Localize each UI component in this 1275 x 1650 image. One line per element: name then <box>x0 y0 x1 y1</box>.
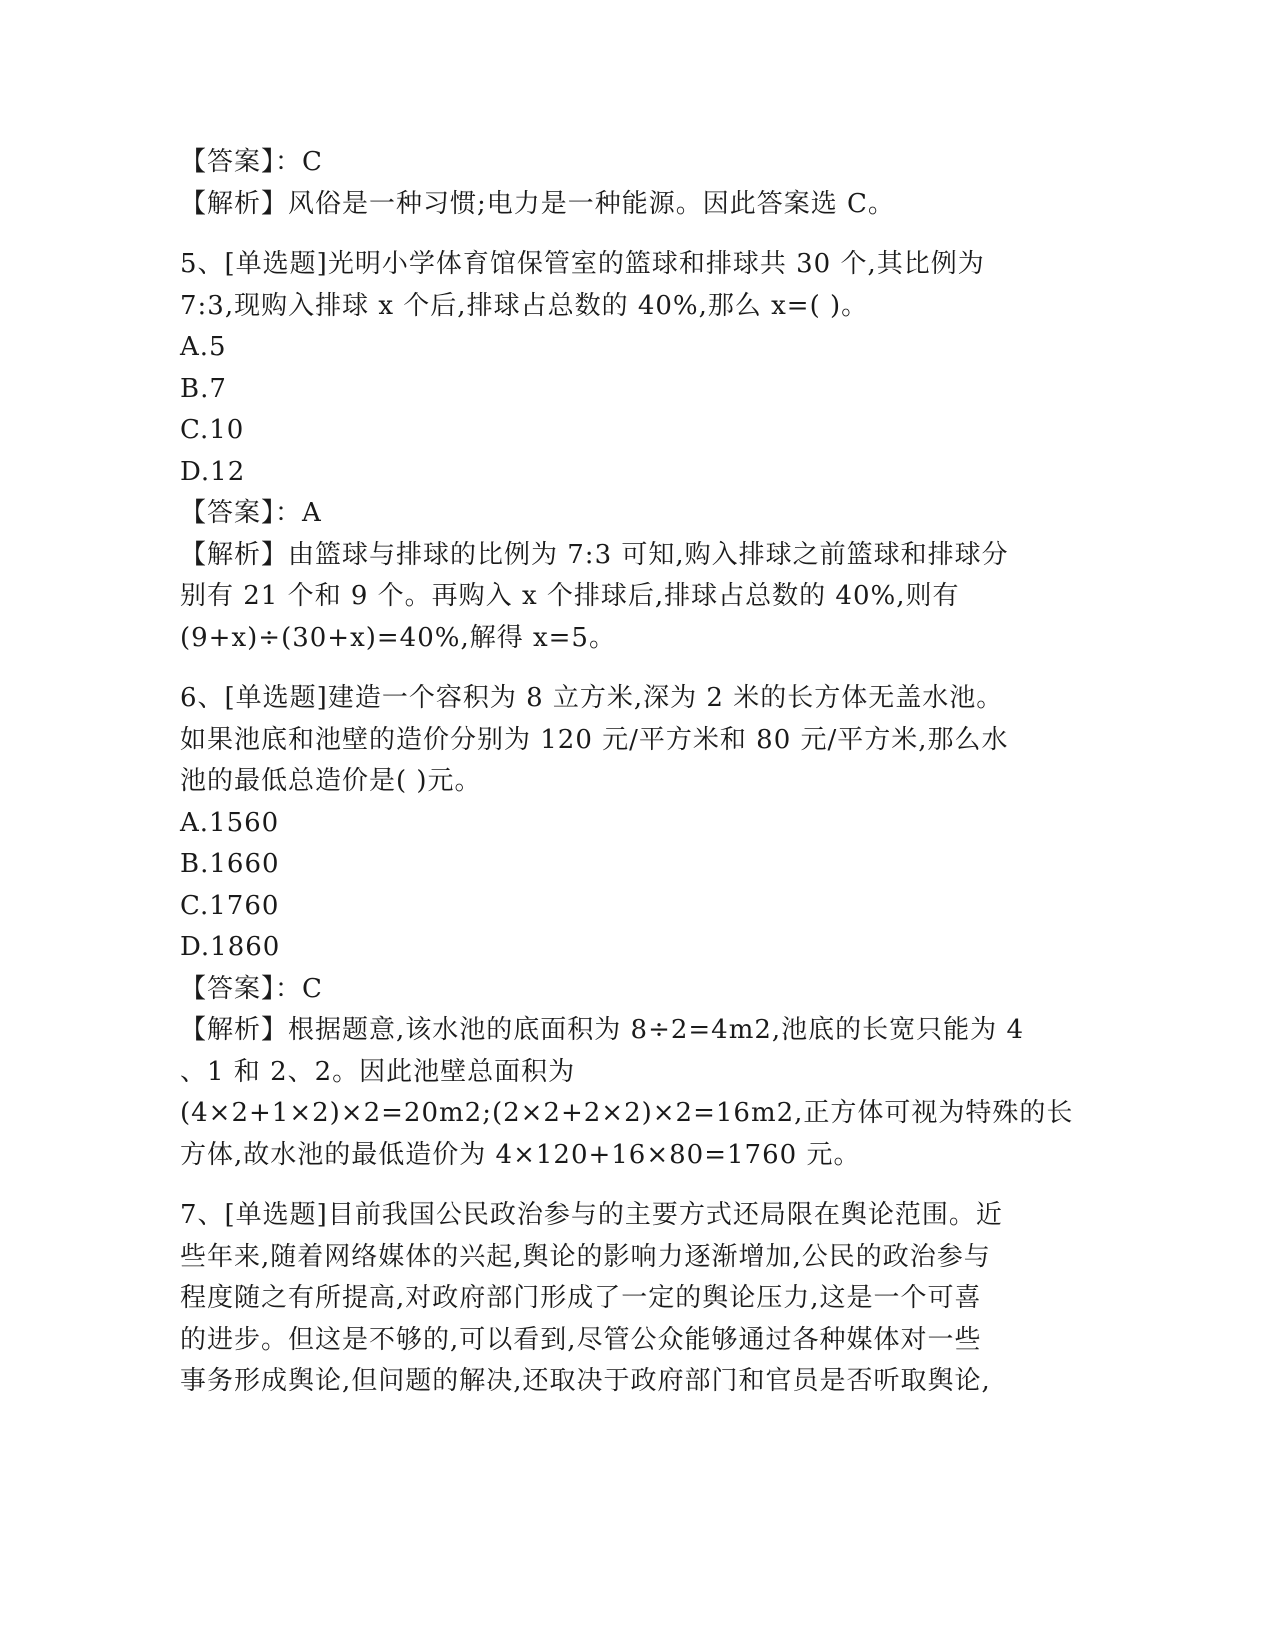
q6-option-c: C.1760 <box>180 890 280 921</box>
q5-stem-line: 5、[单选题]光明小学体育馆保管室的篮球和排球共 30 个,其比例为 <box>180 249 985 279</box>
q5-analysis-line: 【解析】由篮球与排球的比例为 7:3 可知,购入排球之前篮球和排球分 <box>180 539 1009 570</box>
q6-analysis-line: (4×2+1×2)×2=20m2;(2×2+2×2)×2=16m2,正方体可视为特殊的长 <box>180 1098 1074 1128</box>
q7-stem-line: 程度随之有所提高,对政府部门形成了一定的舆论压力,这是一个可喜 <box>180 1283 982 1313</box>
q6-option-b: B.1660 <box>180 849 280 879</box>
question-7 <box>180 1195 1080 1403</box>
q6-option-d: D.1860 <box>180 932 281 962</box>
q6-option-a: A.1560 <box>180 807 280 838</box>
q5-option-b: B.7 <box>180 373 227 404</box>
q6-analysis-line: 方体,故水池的最低造价为 4×120+16×80=1760 元。 <box>180 1139 861 1170</box>
q6-stem-line: 如果池底和池壁的造价分别为 120 元/平方米和 80 元/平方米,那么水 <box>180 724 1009 755</box>
q7-stem-line: 的进步。但这是不够的,可以看到,尽管公众能够通过各种媒体对一些 <box>180 1324 982 1355</box>
question-6 <box>180 678 1080 1176</box>
q4-answer: 【答案】：C <box>180 147 323 177</box>
q5-stem-line: 7:3,现购入排球 x 个后,排球占总数的 40%,那么 x=( )。 <box>180 290 869 321</box>
q6-analysis-line: 【解析】根据题意,该水池的底面积为 8÷2=4m2,池底的长宽只能为 4 <box>180 1015 1024 1045</box>
q7-stem-line: 事务形成舆论,但问题的解决,还取决于政府部门和官员是否听取舆论, <box>180 1366 991 1396</box>
question-5 <box>180 244 1080 659</box>
q5-option-c: C.10 <box>180 415 245 445</box>
q4-analysis: 【解析】风俗是一种习惯;电力是一种能源。因此答案选 C。 <box>180 188 895 219</box>
q5-option-a: A.5 <box>180 332 227 362</box>
q6-analysis-line: 、1 和 2、2。因此池壁总面积为 <box>180 1056 576 1087</box>
q6-stem-line: 6、[单选题]建造一个容积为 8 立方米,深为 2 米的长方体无盖水池。 <box>180 683 1004 713</box>
q5-answer: 【答案】：A <box>180 498 322 528</box>
q4-tail-block <box>180 142 1080 225</box>
q5-analysis-line: (9+x)÷(30+x)=40%,解得 x=5。 <box>180 622 616 653</box>
q6-stem-line: 池的最低总造价是( )元。 <box>180 766 482 796</box>
q7-stem-line: 7、[单选题]目前我国公民政治参与的主要方式还局限在舆论范围。近 <box>180 1200 1003 1230</box>
q5-option-d: D.12 <box>180 456 246 487</box>
q6-answer: 【答案】：C <box>180 973 323 1004</box>
q5-analysis-line: 别有 21 个和 9 个。再购入 x 个排球后,排球占总数的 40%,则有 <box>180 581 960 611</box>
q7-stem-line: 些年来,随着网络媒体的兴起,舆论的影响力逐渐增加,公民的政治参与 <box>180 1241 991 1272</box>
document-page <box>180 142 1080 1403</box>
